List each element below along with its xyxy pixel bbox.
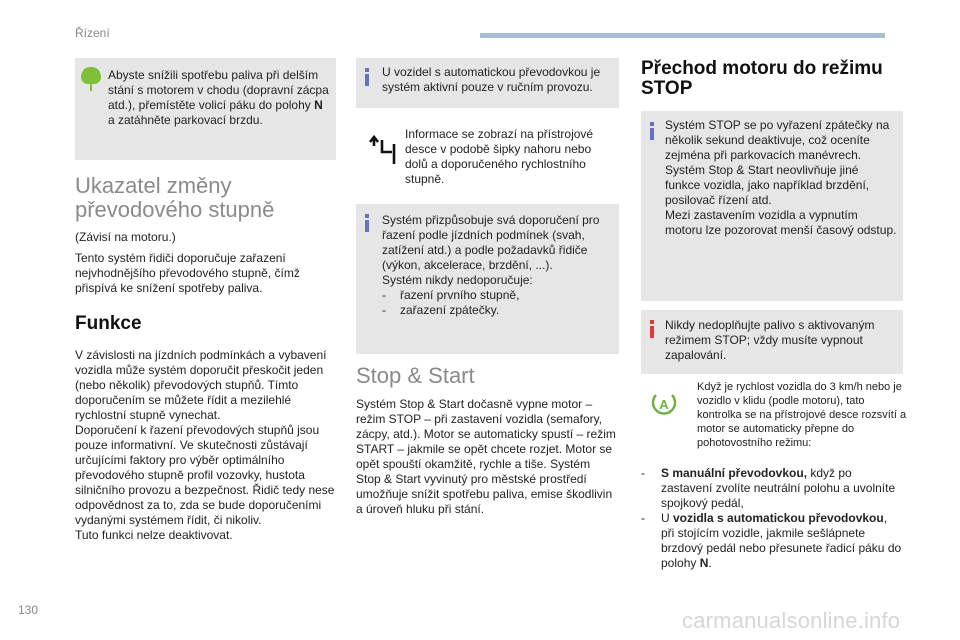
auto-gearbox-note: U vozidel s automatickou převodovkou je systém aktivní pouze v ručním provozu.: [382, 65, 601, 94]
funkce-text: V závislosti na jízdních podmínkách a vybavení vozidla může systém doporučit přeskočit jeden (nebo několik) převodových stupňů. Tímto doporučením se můžete řídit a mezilehlé rychlostní stupně vynechat. Doporučení k řazení převodových stupňů jsou pouze informativní. Ve skutečnosti zůstávají určujícími faktory pro výběr optimálního převodového stupně profil vozovky, hustota silničního provozu a bezpečnost. Řidič tedy nese odpovědnost za to, zda se bude doporučeními vydanými systémem řídit, či nikoliv. Tuto funkci nelze deaktivovat.: [75, 348, 335, 542]
warning-icon: [647, 320, 659, 338]
eco-note: Abyste snížili spotřebu paliva při delším stání s motorem v chodu (dopravní zácpa atd.), přemístěte volicí páku do polohy N a zatáhněte parkovací brzdu.: [108, 68, 329, 127]
lamp-letter: A: [659, 397, 669, 412]
stop-start-text: Systém Stop & Start dočasně vypne motor – režim STOP – při zastavení vozidla (semafory, zácpy, atd.). Motor se automaticky spustí – režim START – jakmile se opět chcete rozjet. Motor se opět spouští okamžitě, rychle a tiše. Systém Stop & Start vyvinutý pro městské prostředí umožňuje snížit spotřebu paliva, emise škodlivin a úroveň hluku při stání.: [356, 397, 616, 516]
list-item: - S manuální převodovkou, když po zastavení zvolíte neutrální polohu a uvolníte spojkový pedál,: [641, 466, 896, 510]
lamp-note: Když je rychlost vozidla do 3 km/h nebo je vozidlo v klidu (podle motoru), tato kontrolka se na přístrojové desce rozsvítí a motor se automaticky přepne do pohotovostního režimu:: [697, 381, 907, 449]
stop-start-title: Stop & Start: [356, 363, 475, 388]
info-icon: [647, 122, 659, 140]
display-note: Informace se zobrazí na přístrojové desce v podobě šipky nahoru nebo dolů a doporučeného rychlostního stupně.: [405, 127, 594, 186]
stop-conditions-list: [641, 466, 903, 571]
header-bar: [480, 33, 885, 38]
adapt-note: Systém přizpůsobuje svá doporučení pro řazení podle jízdních podmínek (svah, zatížení atd.) a podle požadavků řidiče (výkon, akcelerace, brzdění, ...). Systém nikdy nedoporučuje: - řazení prvního stupně, - zařazení zpátečky.: [382, 213, 600, 317]
stop-mode-lamp-icon: [650, 390, 678, 418]
funkce-title: Funkce: [75, 313, 142, 334]
stop-mode-title: Přechod motoru do režimu STOP: [641, 58, 883, 99]
warning-note: Nikdy nedoplňujte palivo s aktivovaným režimem STOP; vždy musíte vypnout zapalování.: [665, 318, 875, 362]
list-item: - U vozidla s automatickou převodovkou, při stojícím vozidle, jakmile sešlápnete brzdový pedál nebo přesunete řadicí páku do polohy N.: [641, 511, 902, 570]
engine-dependency-note: (Závisí na motoru.): [75, 230, 176, 244]
info-icon: [362, 214, 374, 232]
gear-indicator-intro: Tento systém řidiči doporučuje zařazení nejvhodnějšího převodového stupně, čímž přispívá ke snížení spotřeby paliva.: [75, 251, 300, 295]
eco-leaf-icon: [80, 66, 102, 92]
section-label: Řízení: [75, 26, 110, 40]
info-icon: [362, 68, 374, 86]
gear-shift-arrows-icon: [368, 134, 402, 166]
watermark: carmanualsonline.info: [682, 608, 901, 633]
page-number: 130: [18, 603, 39, 617]
reverse-note: Systém STOP se po vyřazení zpátečky na několik sekund deaktivuje, což oceníte zejména při parkovacích manévrech. Systém Stop & Start neovlivňuje jiné funkce vozidla, jako například brzdění, posilovač řízení atd. Mezi zastavením vozidla a vypnutím motoru lze pozorovat menší časový odstup.: [665, 118, 897, 237]
gear-indicator-title: Ukazatel změny převodového stupně: [75, 173, 275, 222]
